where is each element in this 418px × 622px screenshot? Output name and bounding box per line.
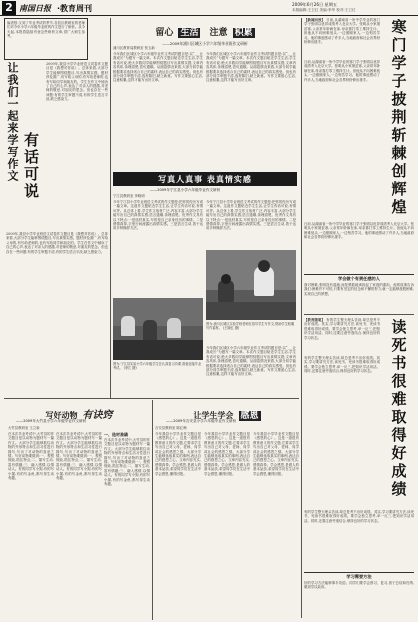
editor-line: 本版编辑:王卫红 美编:李华 校对:王卫红 xyxy=(292,8,356,12)
bottom-right-body-col3: 今年我县小学毕业作文题目是《感恩的心》。这是一道很有教育意义的作文题,它要求学生写出自己对父母、老师、同学或社会的感恩之情。大部分学生能够选取真实的事例,表达自己的感恩之心。文章内容充实,感情真挚。学会感恩,是做人的基本品质,希望同学们在生活中学会感恩,懂得回报。 xyxy=(253,432,299,476)
bottom-left-title-pre: 写好动物 xyxy=(45,411,78,420)
caption-right-author: (王晓红 摄) xyxy=(222,326,240,330)
bottom-left-subtitle: ——2009年大竹县小学六年级毕业作文研析 xyxy=(16,419,87,423)
survey-title-hl1: 生活 xyxy=(180,28,199,38)
middle-body-col2: 今年宁江县小学毕业班语文考试的作文题是:把你的经历写成一篇文章。这道作文题贴近学生生活,让学生有话可说,有情可抒。从总体上看,学生作文取材广泛,内容丰富,大部分学生能写出自己的真情实感,语言通顺,条理清楚。优秀作文具有以下特点:一是选材真实,写的是自己亲身经历的事情。二是感情真挚,字里行间流露出真情实感。三是语言生动,善于运用多种修辞方法。 xyxy=(206,200,296,231)
left-top-body: 2009年,我县小学毕业班语文试卷作文题目是《我想对你说》。总体来看,大部分学生能够围绕题目,写出真情实感。题材涉及面广,有写给父母的,有写给老师的,也有写给同学和朋友的。学生在作文中倾诉了自己的心声,表达了对亲人的感激,对老师的敬爱,对朋友的思念。但也存在一些问题:有的学生审题不清,有的学生语言平淡,缺乏感染力。 xyxy=(46,62,108,102)
sidebar-top-headline-char: 学 xyxy=(391,54,407,72)
editor-note-text: 编者按:又到了毕业考试的季节,各县区教研室的老师们对今年小学六年级毕业班的作文进行了研析。从今天起,本报将陆续刊登这些研析文章,供广大师生参考。 xyxy=(7,21,85,39)
sidebar-bottom-body-2: 有的学生整天埋头苦读,却总是考不出好成绩。其实,学习要讲究方法,读死书、死读书很难取得好成绩。要学会独立思考,举一反三,把知识学活用活。同时,还要注意劳逸结合,保持良好的学习状态。 xyxy=(304,510,414,523)
sidebar-top-headline-char: 子 xyxy=(391,72,407,90)
masthead xyxy=(0,0,418,16)
bottom-left-body-col1: 在本次毕业考试中,大竹县的作文题目是以动物为题材写一篇作文。大部分学生能够抓住动物的外形特点和生活习性进行描写,写出了对动物的喜爱之情。写好动物要做到:一、观察细致,抓住特点;二、描写生动,富有情趣;三、融入感情,以情动人。有的同学写小狗,有的写小猫,有的写金鱼,都写得生动有趣。 xyxy=(8,432,54,481)
survey-title-hl2: 积累 xyxy=(234,28,253,38)
caption-left-text: 图为:宁江县实验小学六年级学生在认真复习功课,准备迎接毕业考试。 xyxy=(113,362,202,370)
survey-title-left: 留心 xyxy=(155,28,174,38)
sidebar-bottom-lead-heading: 【教育随笔】 xyxy=(304,318,326,322)
sidebar-top-lead-body: 日前,从湖南省一所中学毕业的寒门学子张明以优异成绩考入北京大学。张明从小家境贫寒,父亲常年卧病在床,母亲靠打零工维持生计。但他从不向困难低头,一边照顾家人,一边刻苦学习。他的事迹感动了许多人,当地政府和社会各界纷纷伸出援手。 xyxy=(304,18,380,45)
bottom-left-section-heading: 一、选材准确 xyxy=(104,432,128,437)
bottom-left-title-hl: 有诀窍 xyxy=(82,410,113,421)
middle-byline: 宁江县教研室 李晓明 xyxy=(113,194,145,198)
sidebar-top-headline-char: 辉 xyxy=(391,180,407,198)
middle-subtitle: ——2009年宁江县小学六年级毕业作文研析 xyxy=(150,188,221,192)
middle-body-col1: 今年宁江县小学毕业班语文考试的作文题是:把你的经历写成一篇文章。这道作文题贴近学生生活,让学生有话可说,有情可抒。从总体上看,学生作文取材广泛,内容丰富,大部分学生能写出自己的真情实感,语言通顺,条理清楚。优秀作文具有以下特点:一是选材真实,写的是自己亲身经历的事情。二是感情真挚,字里行间流露出真情实感。三是语言生动,善于运用多种修辞方法。 xyxy=(113,200,203,231)
sidebar-bottom-box-heading: 学习需要方法 xyxy=(346,574,372,579)
bottom-left-body-col2: 在本次毕业考试中,大竹县的作文题目是以动物为题材写一篇作文。大部分学生能够抓住动物的外形特点和生活习性进行描写,写出了对动物的喜爱之情。写好动物要做到:一、观察细致,抓住特点;二、描写生动,富有情趣;三、融入感情,以情动人。有的同学写小狗,有的写小猫,有的写金鱼,都写得生动有趣。 xyxy=(56,432,102,481)
sidebar-bottom-headline-char: 取 xyxy=(391,408,407,426)
bottom-right-title-pre: 让学生学会 xyxy=(193,411,234,420)
paper-logo: 南国日报 xyxy=(19,3,51,13)
bottom-right-title-hl: 感恩 xyxy=(240,411,259,421)
sidebar-top-headline-char: 创 xyxy=(391,162,407,180)
left-headline-highlight: 有话可说 xyxy=(22,132,40,200)
photo-classroom xyxy=(113,298,203,360)
sidebar-top-headline-char: 门 xyxy=(391,36,407,54)
sidebar-top-headline xyxy=(382,18,414,218)
bottom-right-body-col1: 今年我县小学毕业作文题目是《感恩的心》。这是一道很有教育意义的作文题,它要求学生写出自己对父母、老师、同学或社会的感恩之情。大部分学生能够选取真实的事例,表达自己的感恩之心。文章内容充实,感情真挚。学会感恩,是做人的基本品质,希望同学们在生活中学会感恩,懂得回报。 xyxy=(155,432,201,476)
sidebar-top-box xyxy=(304,274,414,312)
sidebar-bottom-box-body: 好的学习方法能够事半功倍。同学们要学会预习、复习,善于总结和归纳,做到学以致用。 xyxy=(304,581,414,590)
left-vertical-headline xyxy=(6,62,44,227)
sidebar-top-headline-char: 寒 xyxy=(391,18,407,36)
caption-right-text: 图为:浦川区城区实验学校老师在指导学生写作文,帮助学生积累写作素材。 xyxy=(206,322,295,330)
editor-note-box xyxy=(4,18,88,60)
sidebar-bottom-headline-char: 成 xyxy=(391,462,407,480)
bottom-right-body-col2: 今年我县小学毕业作文题目是《感恩的心》。这是一道很有教育意义的作文题,它要求学生写出自己对父母、老师、同学或社会的感恩之情。大部分学生能够选取真实的事例,表达自己的感恩之心。文章内容充实,感情真挚。学会感恩,是做人的基本品质,希望同学们在生活中学会感恩,懂得回报。 xyxy=(204,432,250,476)
bottom-right-byline: 吉安县教研室 陈红梅 xyxy=(155,426,187,430)
sidebar-bottom-headline-char: 好 xyxy=(391,444,407,462)
sidebar-top-box-heading: 学会做个有责任感的人 xyxy=(338,276,380,281)
sidebar-top-box-body: 面对困难,张明没有退缩,而是勇敢地承担起了家庭的重担。他的故事告诉我们:困难并不可怕,只要有坚定的信念和不懈的努力,就一定能够战胜困难,实现自己的梦想。 xyxy=(304,283,414,296)
sidebar-bottom-lead xyxy=(304,318,380,354)
middle-headline-bar xyxy=(113,172,297,186)
issue-date: 2009年6月26日 星期五 xyxy=(292,2,338,7)
sidebar-top-body-2: 日前,从湖南省一所中学毕业的寒门学子张明以优异成绩考入北京大学。张明从小家境贫寒,父亲常年卧病在床,母亲靠打零工维持生计。但他从不向困难低头,一边照顾家人,一边刻苦学习。他的事迹感动了许多人,当地政府和社会各界纷纷伸出援手。 xyxy=(304,222,414,240)
page-number: 2 xyxy=(2,1,16,15)
section-name: ·教育周刊 xyxy=(57,4,93,13)
sidebar-bottom-headline-char: 很 xyxy=(391,372,407,390)
survey-byline: 浦川区教育局教研室 张玉新 xyxy=(113,46,155,50)
sidebar-bottom-headline xyxy=(382,318,414,508)
survey-body-col2: 今年我们区城区小学六年级毕业作文考试的题目是:以“___让我成长”为题写一篇文章。本次作文题目贴近学生生活,学生有话可说,绝大多数同学能够围绕题目写出真情实感,文章内容具体,条理清楚,语句通顺。从阅卷情况来看,大部分同学能根据要求选择适合自己的素材,表达自己的真实感受。但也有部分同学审题不清,选材陈旧,缺乏新意。写作文要留心生活,注意积累,这样才能写出好文章。 xyxy=(206,52,296,83)
middle-body-col2b: 今年我们区城区小学六年级毕业作文考试的题目是:以“___让我成长”为题写一篇文章。本次作文题目贴近学生生活,学生有话可说,绝大多数同学能够围绕题目写出真情实感,文章内容具体,条理清楚,语句通顺。从阅卷情况来看,大部分同学能根据要求选择适合自己的素材,表达自己的真实感受。但也有部分同学审题不清,选材陈旧,缺乏新意。写作文要留心生活,注意积累,这样才能写出好文章。 xyxy=(206,346,296,377)
bottom-right-subtitle: ——2009年吉安县小学六年级毕业作文研析 xyxy=(166,419,237,423)
sidebar-top-headline-char: 棘 xyxy=(391,144,407,162)
sidebar-top-headline-text xyxy=(386,18,412,216)
survey-body-col1: 今年我们区城区小学六年级毕业作文考试的题目是:以“___让我成长”为题写一篇文章。本次作文题目贴近学生生活,学生有话可说,绝大多数同学能够围绕题目写出真情实感,文章内容具体,条理清楚,语句通顺。从阅卷情况来看,大部分同学能根据要求选择适合自己的素材,表达自己的真实感受。但也有部分同学审题不清,选材陈旧,缺乏新意。写作文要留心生活,注意积累,这样才能写出好文章。 xyxy=(113,52,203,83)
survey-title-mid: 注意 xyxy=(209,28,228,38)
survey-headline xyxy=(113,20,297,44)
sidebar-top-lead xyxy=(304,18,380,58)
sidebar-bottom-headline-char: 绩 xyxy=(391,480,407,498)
sidebar-top-headline-char: 斩 xyxy=(391,126,407,144)
sidebar-top-headline-char: 披 xyxy=(391,90,407,108)
caption-right xyxy=(206,322,296,344)
left-top-body-2: 2009年,我县小学毕业班语文试卷作文题目是《我想对你说》。总体来看,大部分学生能够围绕题目,写出真情实感。题材涉及面广,有写给父母的,有写给老师的,也有写给同学和朋友的。学生在作文中倾诉了自己的心声,表达了对亲人的感激,对老师的敬爱,对朋友的思念。但也存在一些问题:有的学生审题不清,有的学生语言平淡,缺乏感染力。 xyxy=(6,232,108,254)
sidebar-bottom-headline-text xyxy=(386,318,412,498)
sidebar-bottom-headline-char: 死 xyxy=(391,336,407,354)
sidebar-top-body-1: 日前,从湖南省一所中学毕业的寒门学子张明以优异成绩考入北京大学。张明从小家境贫寒,父亲常年卧病在床,母亲靠打零工维持生计。但他从不向困难低头,一边照顾家人,一边刻苦学习。他的事迹感动了许多人,当地政府和社会各界纷纷伸出援手。 xyxy=(304,60,380,82)
middle-title: 写真人真事 表真情实感 xyxy=(158,175,252,184)
sidebar-top-lead-heading: 【新闻回放】 xyxy=(304,18,326,22)
left-headline-line1: 让我们一起来学写作文 xyxy=(6,62,19,182)
sidebar-bottom-headline-char: 书 xyxy=(391,354,407,372)
sidebar-bottom-lead-body: 有的学生整天埋头苦读,却总是考不出好成绩。其实,学习要讲究方法,读死书、死读书很难取得好成绩。要学会独立思考,举一反三,把知识学活用活。同时,还要注意劳逸结合,保持良好的学习状态。 xyxy=(304,318,380,340)
sidebar-top-headline-char: 煌 xyxy=(391,198,407,216)
survey-subtitle: ——2009年浦川区城区小学六年级毕业班作文研析 xyxy=(162,41,248,46)
sidebar-bottom-headline-char: 得 xyxy=(391,426,407,444)
sidebar-bottom-body-1: 有的学生整天埋头苦读,却总是考不出好成绩。其实,学习要讲究方法,读死书、死读书很难取得好成绩。要学会独立思考,举一反三,把知识学活用活。同时,还要注意劳逸结合,保持良好的学习状态。 xyxy=(304,356,380,374)
bottom-left-byline: 大竹县教研室 王立新 xyxy=(8,426,40,430)
sidebar-bottom-headline-char: 难 xyxy=(391,390,407,408)
sidebar-bottom-box xyxy=(304,572,414,618)
sidebar-top-headline-char: 荆 xyxy=(391,108,407,126)
photo-students-studying xyxy=(206,250,296,320)
bottom-left-body-col3: 在本次毕业考试中,大竹县的作文题目是以动物为题材写一篇作文。大部分学生能够抓住动物的外形特点和生活习性进行描写,写出了对动物的喜爱之情。写好动物要做到:一、观察细致,抓住特点;二、描写生动,富有情趣;三、融入感情,以情动人。有的同学写小狗,有的写小猫,有的写金鱼,都写得生动有趣。 xyxy=(104,438,150,487)
sidebar-bottom-headline-char: 读 xyxy=(391,318,407,336)
caption-left-author: (李江 摄) xyxy=(123,366,137,370)
caption-left xyxy=(113,362,203,384)
